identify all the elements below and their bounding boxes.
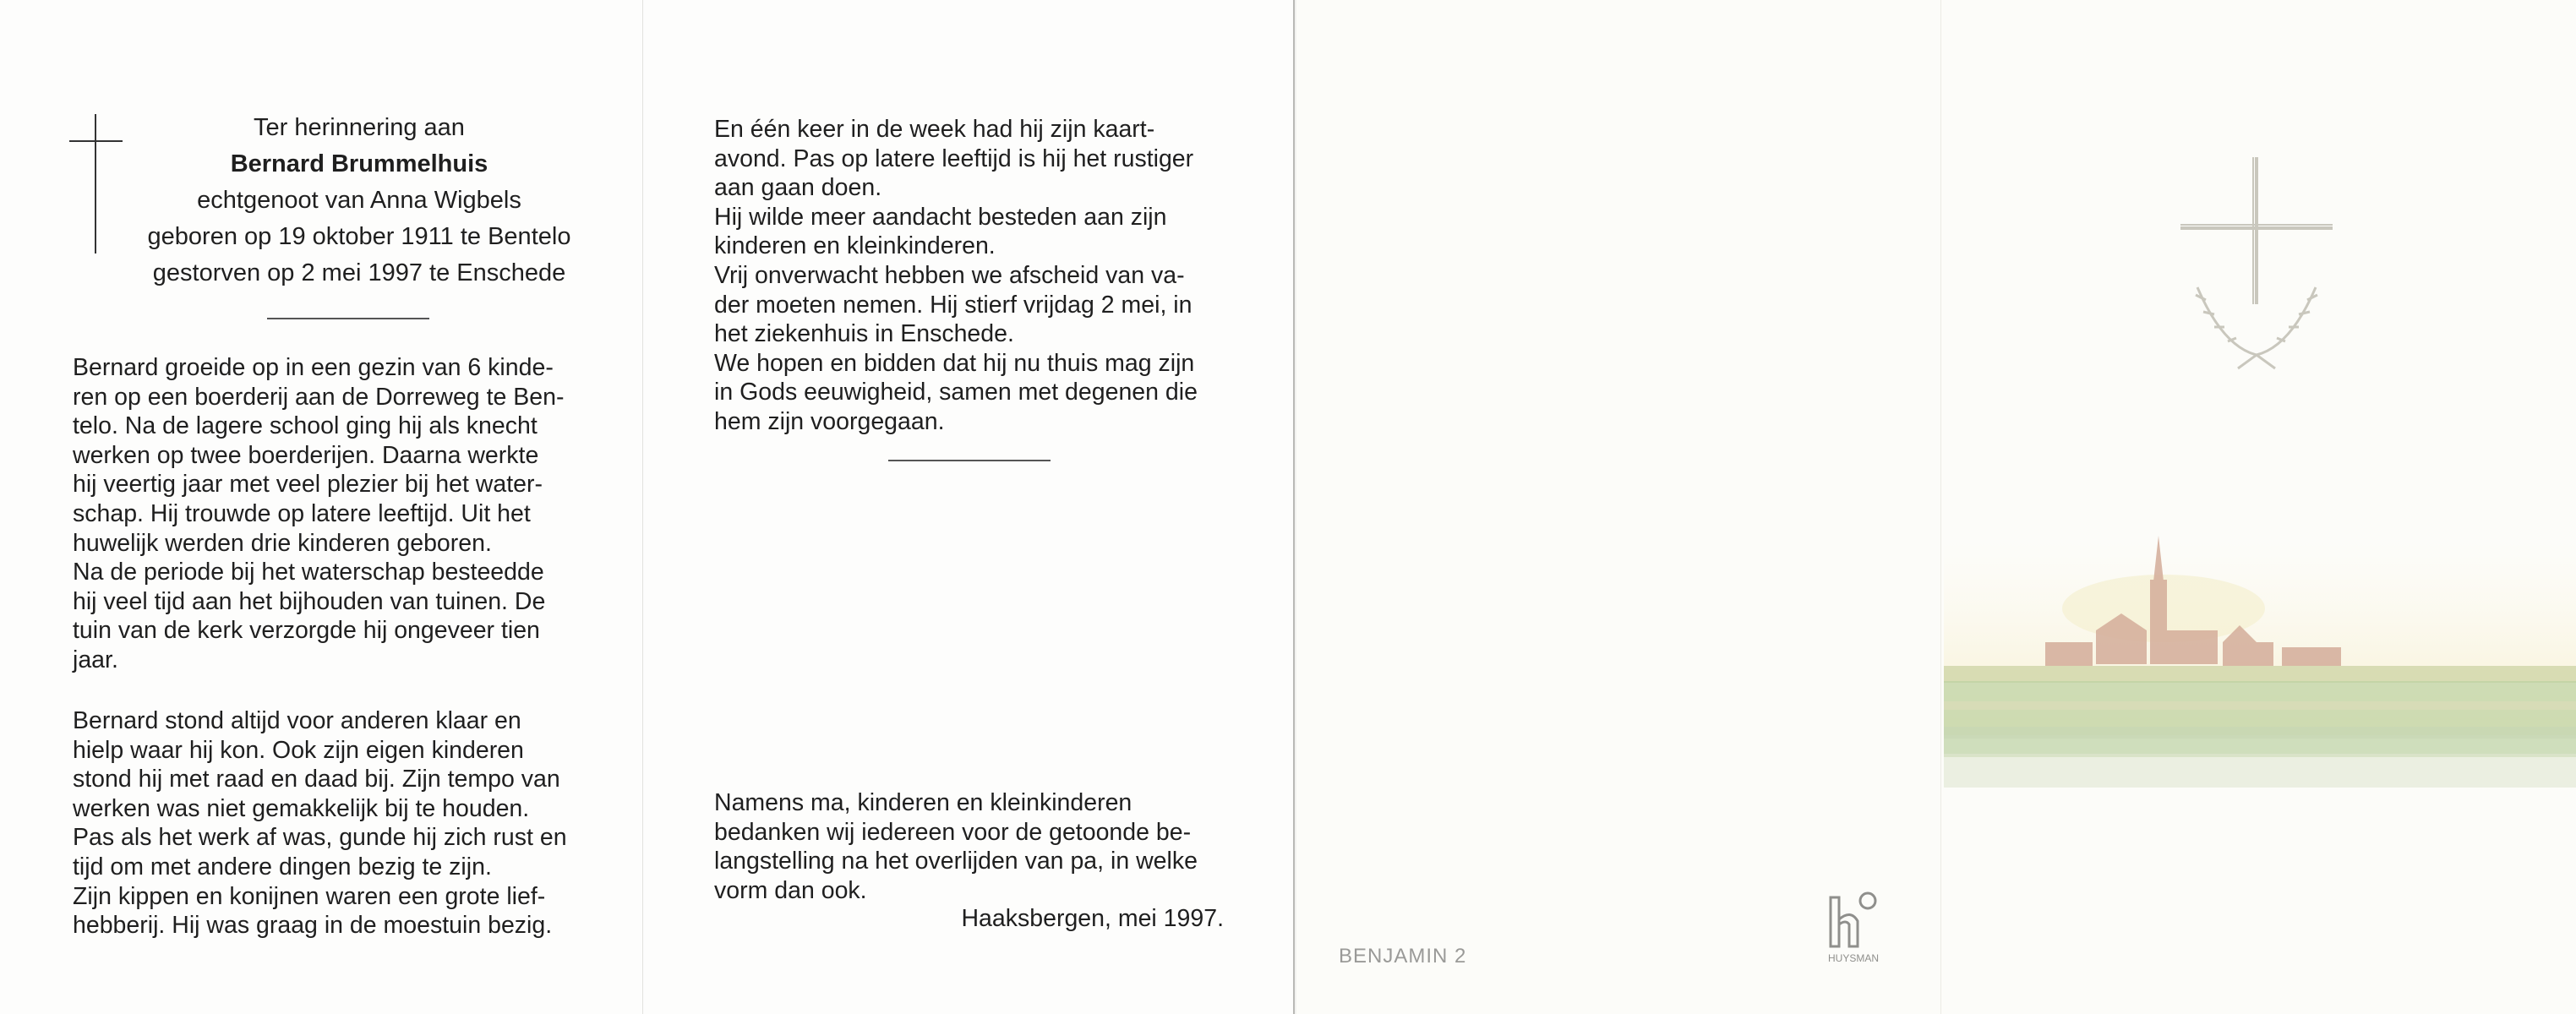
life-story-1-line: tuin van de kerk verzorgde hij ongeveer tien	[73, 617, 540, 645]
life-story-3-line: aan gaan doen.	[714, 174, 882, 202]
life-story-3-line: Vrij onverwacht hebben we afscheid van va-	[714, 261, 1185, 289]
life-story-3-line: avond. Pas op latere leeftijd is hij het rustiger	[714, 144, 1194, 172]
life-story-1-line: Na de periode bij het waterschap besteedde	[73, 559, 544, 586]
life-story-paragraph-2	[73, 706, 581, 940]
life-story-1-line: hij veertig jaar met veel plezier bij het water-	[73, 471, 543, 499]
life-story-3-line: We hopen en bidden dat hij nu thuis mag zijn	[714, 349, 1195, 377]
outside-fold-line	[1940, 0, 1941, 1014]
cross-with-branches-icon	[2172, 152, 2341, 380]
life-story-1-line: jaar.	[73, 646, 118, 673]
deceased-name: Bernard Brummelhuis	[230, 150, 488, 177]
birth-line: geboren op 19 oktober 1911 te Bentelo	[147, 223, 571, 250]
life-story-2-line: werken was niet gemakkelijk bij te houden.	[73, 794, 530, 822]
header-divider	[267, 318, 429, 319]
life-story-2-line: tijd om met andere dingen bezig te zijn.	[73, 853, 492, 880]
publisher-logo	[1824, 889, 1883, 973]
life-story-1-line: Bernard groeide op in een gezin van 6 kinde-	[73, 354, 554, 381]
place-and-date: Haaksbergen, mei 1997.	[961, 905, 1224, 932]
logo-text: HUYSMAN	[1827, 952, 1880, 964]
life-story-2-line: hielp waar hij kon. Ook zijn eigen kinderen	[73, 736, 524, 764]
life-story-2-line: Zijn kippen en konijnen waren een grote lief-	[73, 882, 546, 910]
memorial-header	[135, 110, 583, 292]
life-story-2-line: stond hij met raad en daad bij. Zijn tempo van	[73, 766, 560, 793]
life-story-paragraph-3	[714, 115, 1224, 437]
card-model-code: BENJAMIN 2	[1339, 945, 1467, 968]
life-story-3-line: der moeten nemen. Hij stierf vrijdag 2 mei, in	[714, 291, 1192, 319]
life-story-1-line: schap. Hij trouwde op latere leeftijd. Uit het	[73, 499, 531, 527]
life-story-2-line: Bernard stond altijd voor anderen klaar en	[73, 707, 521, 734]
life-story-1-line: telo. Na de lagere school ging hij als knecht	[73, 412, 538, 440]
life-story-3-line: En één keer in de week had hij zijn kaart-	[714, 116, 1155, 143]
life-story-3-line: Hij wilde meer aandacht besteden aan zijn	[714, 203, 1167, 231]
thanks-line: Namens ma, kinderen en kleinkinderen	[714, 789, 1132, 816]
life-story-1-line: werken op twee boerderijen. Daarna werkte	[73, 441, 539, 469]
life-story-1-line: ren op een boerderij aan de Dorreweg te Ben-	[73, 383, 565, 411]
death-line: gestorven op 2 mei 1997 te Enschede	[152, 259, 566, 286]
life-story-3-line: hem zijn voorgegaan.	[714, 407, 945, 435]
life-story-3-line: in Gods eeuwigheid, samen met degenen die	[714, 379, 1198, 406]
life-story-2-line: Pas als het werk af was, gunde hij zich rust en	[73, 824, 567, 852]
life-story-1-line: huwelijk werden drie kinderen geboren.	[73, 529, 492, 557]
spouse-line: echtgenoot van Anna Wigbels	[197, 187, 521, 214]
thanks-line: langstelling na het overlijden van pa, in welke	[714, 848, 1198, 875]
village-landscape-illustration	[1944, 507, 2576, 862]
remembrance-intro: Ter herinnering aan	[254, 114, 465, 141]
card-fold-line	[642, 0, 643, 1014]
life-story-2-line: hebberij. Hij was graag in de moestuin bezig.	[73, 912, 553, 940]
thanks-line: vorm dan ook.	[714, 876, 867, 904]
life-story-paragraph-1	[73, 353, 581, 675]
life-story-1-line: hij veel tijd aan het bijhouden van tuinen. De	[73, 587, 546, 615]
closing-divider	[888, 460, 1051, 461]
life-story-3-line: het ziekenhuis in Enschede.	[714, 320, 1014, 348]
thanks-line: bedanken wij iedereen voor de getoonde be-	[714, 818, 1192, 846]
life-story-3-line: kinderen en kleinkinderen.	[714, 232, 996, 260]
thanks-paragraph	[714, 788, 1224, 905]
